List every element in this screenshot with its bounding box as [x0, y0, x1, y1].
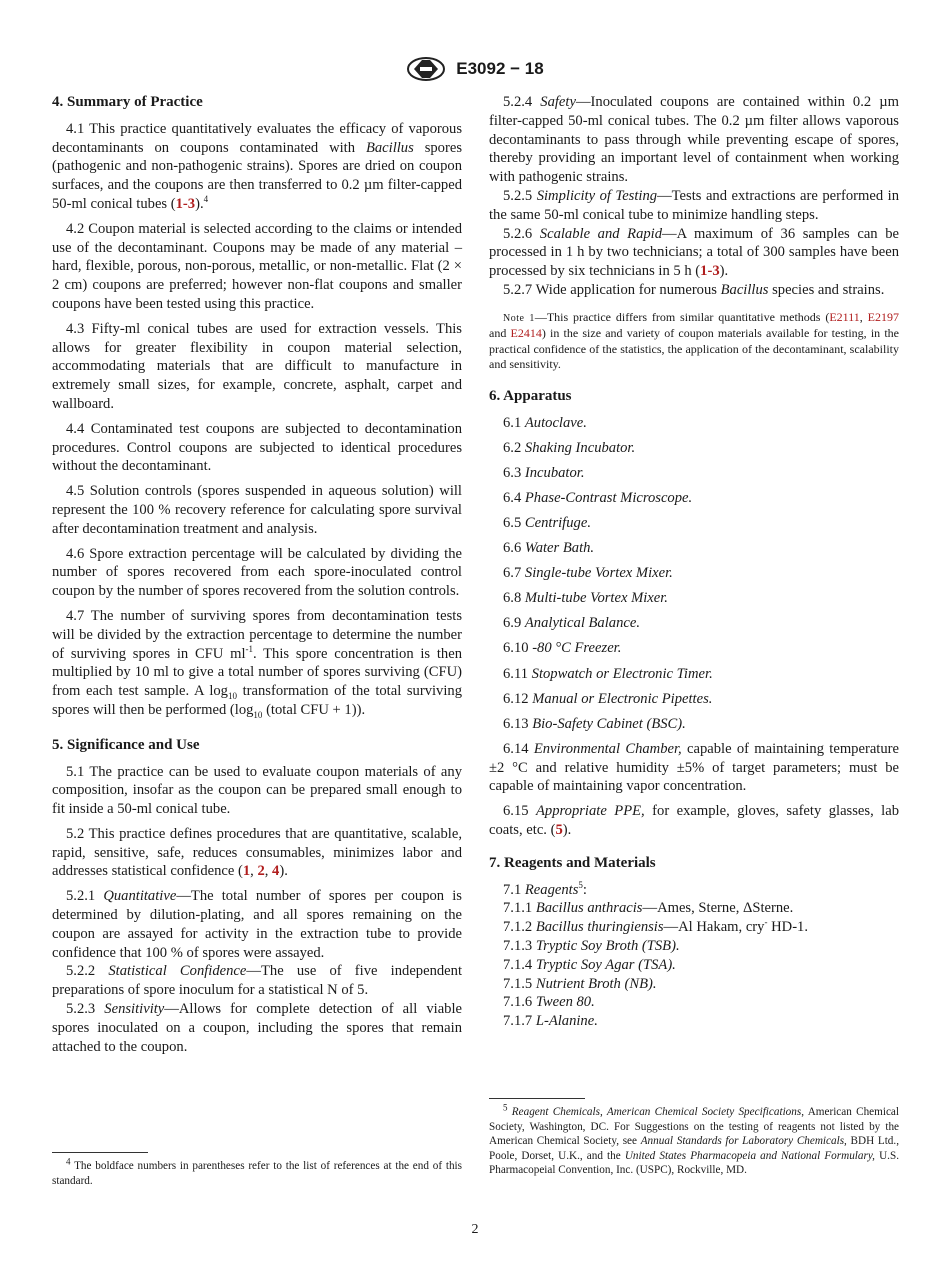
footnote-5: $^5$ Reagent Chemicals, American Chemical Society Specifications, American Chemical Society, Washington, DC. For Suggestions on the testing of reagents not listed by the American Chemical Society, see Annual Standards for Laboratory Chemicals, BDH Ltd., Poole, Dorset, U.K., and the United States Pharmacopeia and National Formulary, U.S. Pharmacopeial Convention, Inc. (USPC), Rockville, MD.	[489, 1098, 899, 1178]
paragraph-5-2-5: 5.2.5 Simplicity of Testing—Tests and extractions are performed in the same 50-ml conical tube to minimize handling steps.	[489, 187, 899, 223]
paragraph-5-2-2: 5.2.2 Statistical Confidence—The use of five independent preparations of spore inoculum for a statistical N of 5.	[52, 963, 462, 999]
paragraph-4-2: 4.2 Coupon material is selected according to the claims or intended use of the decontaminant. Coupons may be made of any material – hard, flexible, porous, non-porous, metallic, or non-metallic. Flat (2 × 2 cm) coupons are preferred; however non-flat coupons and smaller coupons have been tested using this practice.	[52, 220, 462, 312]
paragraph-5-2-3: 5.2.3 Sensitivity—Allows for complete detection of all viable spores inoculated on a coupon, including the spores that remain attached to the coupon.	[52, 1001, 462, 1055]
standard-link[interactable]: E2197	[867, 309, 899, 324]
reference-link[interactable]: 5	[555, 821, 563, 838]
footnote-rule	[52, 1152, 148, 1153]
paragraph-5-2-6: 5.2.6 Scalable and Rapid—A maximum of 36 samples can be processed in 1 h by two technicians; a total of 300 samples have been processed by six technicians in 5 h (1-3).	[489, 225, 899, 280]
section-6-heading: 6. Apparatus	[489, 387, 572, 404]
reagent-item: 7.1.4 Tryptic Soy Agar (TSA).	[503, 956, 676, 973]
apparatus-item: 6.1 Autoclave.	[503, 414, 587, 431]
standard-link[interactable]: E2111	[829, 309, 860, 324]
apparatus-item: 6.4 Phase-Contrast Microscope.	[503, 489, 693, 506]
reagent-item: 7.1.5 Nutrient Broth (NB).	[503, 975, 657, 992]
reagent-item: 7.1.3 Tryptic Soy Broth (TSB).	[503, 937, 680, 954]
paragraph-4-1: 4.1 This practice quantitatively evaluates the efficacy of vaporous decontaminants on coupons contaminated with Bacillus spores (pathogenic and non-pathogenic strains). Spores are dried on coupon surfaces, and the coupons are then transferred to 0.2 µm filter-capped 50-ml conical tubes (1-3).$^4$	[52, 120, 462, 212]
apparatus-item: 6.9 Analytical Balance.	[503, 615, 640, 632]
apparatus-item: 6.3 Incubator.	[503, 464, 585, 481]
apparatus-item: 6.5 Centrifuge.	[503, 514, 591, 531]
paragraph-4-4: 4.4 Contaminated test coupons are subjected to decontamination procedures. Control coupons are subjected to identical procedures without the decontaminant.	[52, 420, 462, 475]
apparatus-item: 6.13 Bio-Safety Cabinet (BSC).	[503, 715, 686, 732]
astm-logo-icon	[406, 56, 446, 82]
section-5-heading: 5. Significance and Use	[52, 736, 200, 753]
document-id: E3092 − 18	[456, 59, 544, 78]
footnote-marker: 4	[203, 194, 209, 205]
apparatus-item-6-14: 6.14 Environmental Chamber, capable of maintaining temperature ±2 °C and relative humidity ±5% of target parameters; must be capable of maintaining vapor concentration.	[489, 740, 899, 795]
paragraph-5-2: 5.2 This practice defines procedures that are quantitative, scalable, rapid, sensitive, safe, reduces consumables, minimizes labor and addresses statistical confidence (1, 2, 4).	[52, 825, 462, 880]
reference-link[interactable]: 1-3	[175, 195, 196, 212]
reference-link[interactable]: 1-3	[700, 263, 720, 280]
paragraph-4-3: 4.3 Fifty-ml conical tubes are used for extraction vessels. This allows for greater flexibility in coupon material selection, accommodating materials that are difficult to manufacture in extremely small sizes, for example, concrete, asphalt, carpet and wallboard.	[52, 320, 462, 412]
apparatus-item: 6.2 Shaking Incubator.	[503, 439, 636, 456]
note-1: Note 1—This practice differs from similar quantitative methods (E2111, E2197 and E2414) in the size and variety of coupon materials available for testing, in the practical confidence of the statistics, the application of the decontaminant, scalability and sensitivity.	[489, 309, 900, 372]
reagent-item: 7.1.1 Bacillus anthracis—Ames, Sterne, ΔSterne.	[503, 900, 794, 917]
footnote-rule	[489, 1098, 585, 1099]
apparatus-item-6-15: 6.15 Appropriate PPE, for example, gloves, safety glasses, lab coats, etc. (5).	[489, 803, 900, 838]
apparatus-item: 6.12 Manual or Electronic Pipettes.	[503, 690, 713, 707]
reagent-item-7-1: 7.1 Reagents$^5$:	[503, 879, 587, 898]
apparatus-item: 6.7 Single-tube Vortex Mixer.	[503, 565, 673, 582]
reagent-item: 7.1.2 Bacillus thuringiensis—Al Hakam, cry- HD-1.	[503, 917, 809, 936]
left-column	[52, 93, 462, 1062]
paragraph-4-6: 4.6 Spore extraction percentage will be calculated by dividing the number of spores recovered from each spore-inoculated control coupon by the number of spores recovered from the solution controls.	[52, 545, 462, 600]
reference-link[interactable]: 4	[272, 863, 280, 880]
page-header	[0, 56, 950, 82]
apparatus-item: 6.11 Stopwatch or Electronic Timer.	[503, 665, 713, 682]
paragraph-5-1: 5.1 The practice can be used to evaluate coupon materials of any composition, insofar as the coupon can be prepared small enough to fit inside a 50-ml conical tube.	[52, 763, 462, 818]
apparatus-item: 6.8 Multi-tube Vortex Mixer.	[503, 590, 668, 607]
paragraph-5-2-7: 5.2.7 Wide application for numerous Bacillus species and strains.	[503, 281, 885, 298]
section-4-heading: 4. Summary of Practice	[52, 94, 203, 110]
reference-link[interactable]: 1	[242, 863, 251, 880]
apparatus-item: 6.6 Water Bath.	[503, 540, 595, 557]
paragraph-4-7: 4.7 The number of surviving spores from decontamination tests will be divided by the extraction percentage to determine the number of surviving spores in CFU $ml^{-1}$. This spore concentration is then multiplied by 10 ml to give a total number of spores surviving (CFU) from each test sample. A $\log_{10}$ transformation of the total surviving spores will then be performed ($\log_{10}$ (total CFU + 1)).	[52, 607, 463, 720]
reagent-item: 7.1.7 L-Alanine.	[503, 1013, 598, 1030]
apparatus-item: 6.10 -80 °C Freezer.	[503, 640, 622, 657]
page-number: 2	[471, 1222, 479, 1237]
footnote-4: $^4$ The boldface numbers in parentheses refer to the list of references at the end of this standard.	[52, 1152, 462, 1188]
standard-link[interactable]: E2414	[510, 326, 542, 341]
reference-link[interactable]: 2	[257, 863, 265, 880]
paragraph-5-2-1: 5.2.1 Quantitative—The total number of spores per coupon is determined by dilution-plating, and all spores remaining on the coupon are assayed for activity in the extraction tube to provide confidence that 100 % of spores were assayed.	[52, 888, 462, 961]
reagent-item: 7.1.6 Tween 80.	[503, 994, 595, 1011]
paragraph-5-2-4: 5.2.4 Safety—Inoculated coupons are contained within 0.2 µm filter-capped 50-ml conical tubes. The 0.2 µm filter allows vaporous decontaminants to pass through while preventing escape of spores, thereby providing an important level of containment when working with pathogenic strains.	[489, 94, 899, 186]
paragraph-4-5: 4.5 Solution controls (spores suspended in aqueous solution) will represent the 100 % recovery reference for calculating spore survival after decontamination treatment and analysis.	[52, 483, 462, 537]
section-7-heading: 7. Reagents and Materials	[489, 854, 656, 871]
right-column	[489, 93, 899, 1031]
